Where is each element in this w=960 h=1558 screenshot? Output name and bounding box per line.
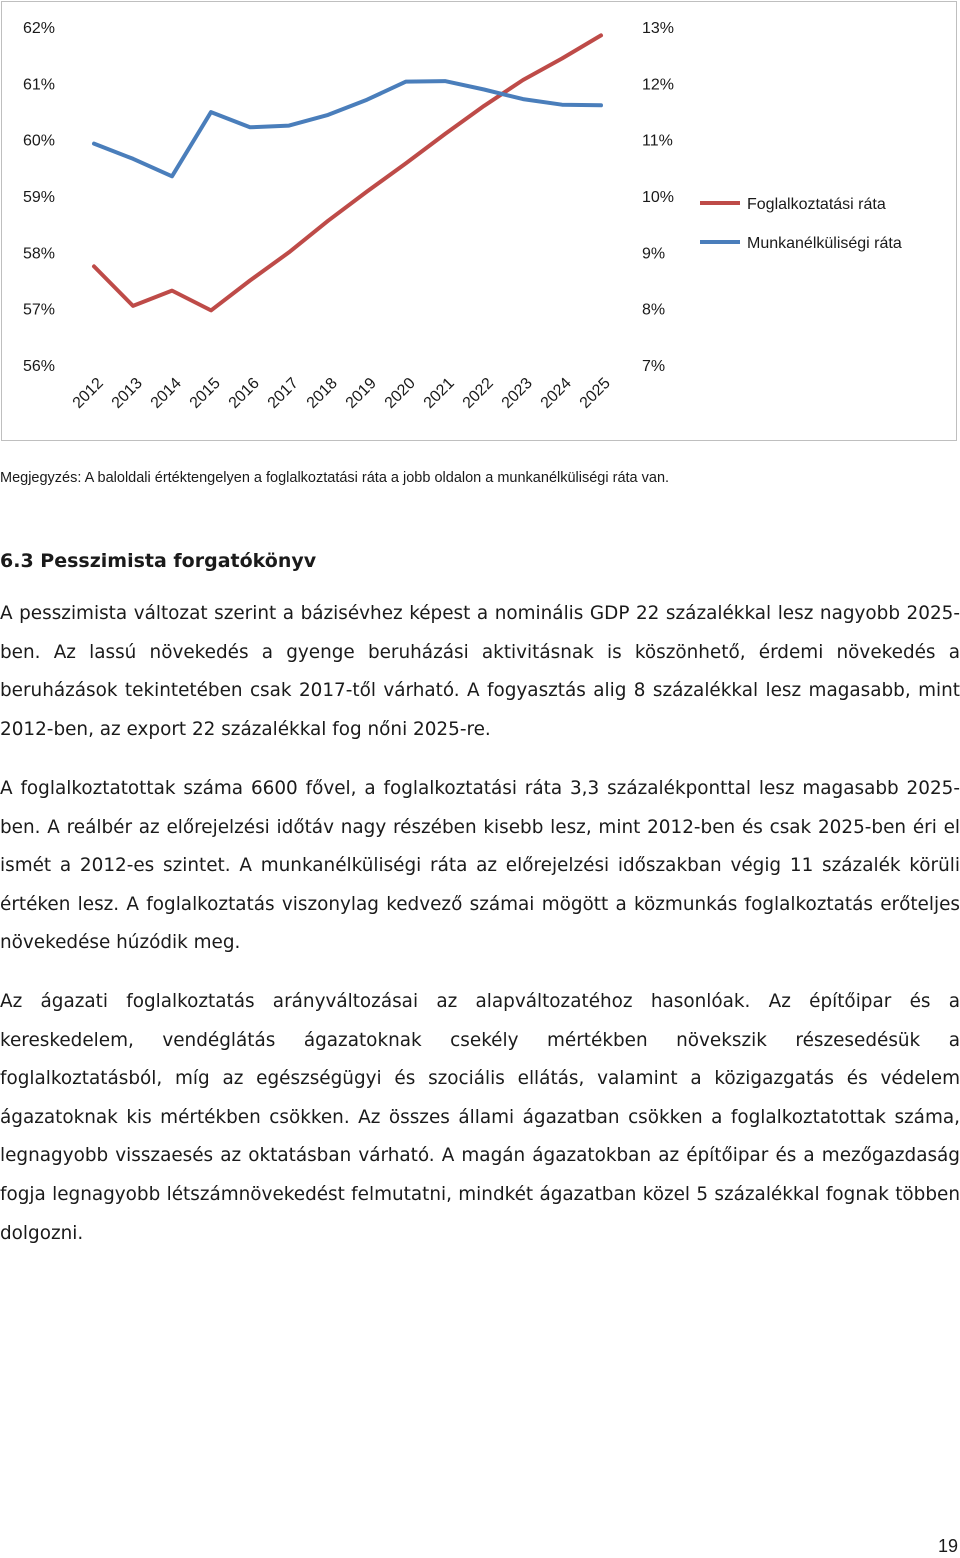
left-axis-tick-label: 61% [22,76,55,94]
right-axis-tick-label: 7% [642,358,666,375]
left-axis-tick-label: 59% [22,189,55,206]
x-axis-tick-label: 2023 [498,374,536,412]
right-axis-tick-label: 9% [642,245,666,263]
paragraph-1: A pesszimista változat szerint a bázisévhez képest a nominális GDP 22 százalékkal lesz nagyobb 2025-ben. Az lassú növekedés a gyenge beruházási aktivitásnak is köszönhető, érdemi növekedés a beruházások tekintetében csak 2017-től várható. A fogyasztás alig 8 százalékkal lesz magasabb, mint 2012-ben, az export 22 százalékkal fog nőni 2025-re. [0,603,960,740]
chart-note: Megjegyzés: A baloldali értéktengelyen a foglalkoztatási ráta a jobb oldalon a munkanélküliségi ráta van. [0,470,670,486]
right-axis-tick-label: 10% [642,189,675,206]
x-axis-tick-label: 2024 [537,374,575,412]
section-heading: 6.3 Pesszimista forgatókönyv [0,550,317,572]
page-number: 19 [937,1536,958,1556]
employment-unemployment-chart [2,2,958,442]
x-axis-tick-label: 2014 [147,374,185,412]
left-axis-tick-label: 58% [22,245,55,263]
x-axis-tick-label: 2020 [381,374,419,412]
chart-frame [1,1,957,441]
x-axis-tick-label: 2017 [264,374,302,412]
x-axis-tick-label: 2025 [576,374,614,412]
right-axis-tick-label: 13% [642,20,675,37]
legend-label-2: Munkanélküliségi ráta [747,235,902,252]
left-axis-tick-label: 56% [22,358,55,375]
x-axis-tick-label: 2019 [342,374,380,412]
x-axis-tick-label: 2013 [108,374,146,412]
x-axis-tick-label: 2022 [459,374,497,412]
x-axis-tick-label: 2016 [225,374,263,412]
series-line-1 [94,35,601,310]
legend-label-1: Foglalkoztatási ráta [747,196,886,213]
paragraph-2: A foglalkoztatottak száma 6600 fővel, a foglalkoztatási ráta 3,3 százalékponttal lesz magasabb 2025-ben. A reálbér az előrejelzési időtáv nagy részében kisebb lesz, mint 2012-ben és csak 2025-ben éri el ismét a 2012-es szintet. A munkanélküliségi ráta az előrejelzési időszakban végig 11 százalék körüli értéken lesz. A foglalkoztatás viszonylag kedvező számai mögött a közmunkás foglalkoztatás erőteljes növekedése húzódik meg. [0,778,960,954]
paragraph-3: Az ágazati foglalkoztatás arányváltozásai az alapváltozatéhoz hasonlóak. Az építőipar és a kereskedelem, vendéglátás ágazatoknak csekély mértékben növekszik részesedésük a foglalkoztatásból, míg az egészségügyi és szociális ellátás, valamint a közigazgatás és védelem ágazatoknak kis mértékben csökken. Az összes állami ágazatban csökken a foglalkoztatottak száma, legnagyobb visszaesés az oktatásban várható. A magán ágazatokban az építőipar és a mezőgazdaság fogja legnagyobb létszámnövekedést felmutatni, mindkét ágazatban közel 5 százalékkal fognak többen dolgozni. [0,991,960,1244]
left-axis-tick-label: 57% [22,301,55,319]
x-axis-tick-label: 2018 [303,374,341,412]
series-line-2 [94,81,601,176]
left-axis-tick-label: 60% [22,132,55,150]
x-axis-tick-label: 2015 [186,374,224,412]
x-axis-tick-label: 2012 [69,374,107,412]
left-axis-tick-label: 62% [22,20,55,37]
right-axis-tick-label: 12% [642,76,675,94]
x-axis-tick-label: 2021 [420,374,458,412]
right-axis-tick-label: 11% [642,132,673,150]
right-axis-tick-label: 8% [642,301,666,319]
